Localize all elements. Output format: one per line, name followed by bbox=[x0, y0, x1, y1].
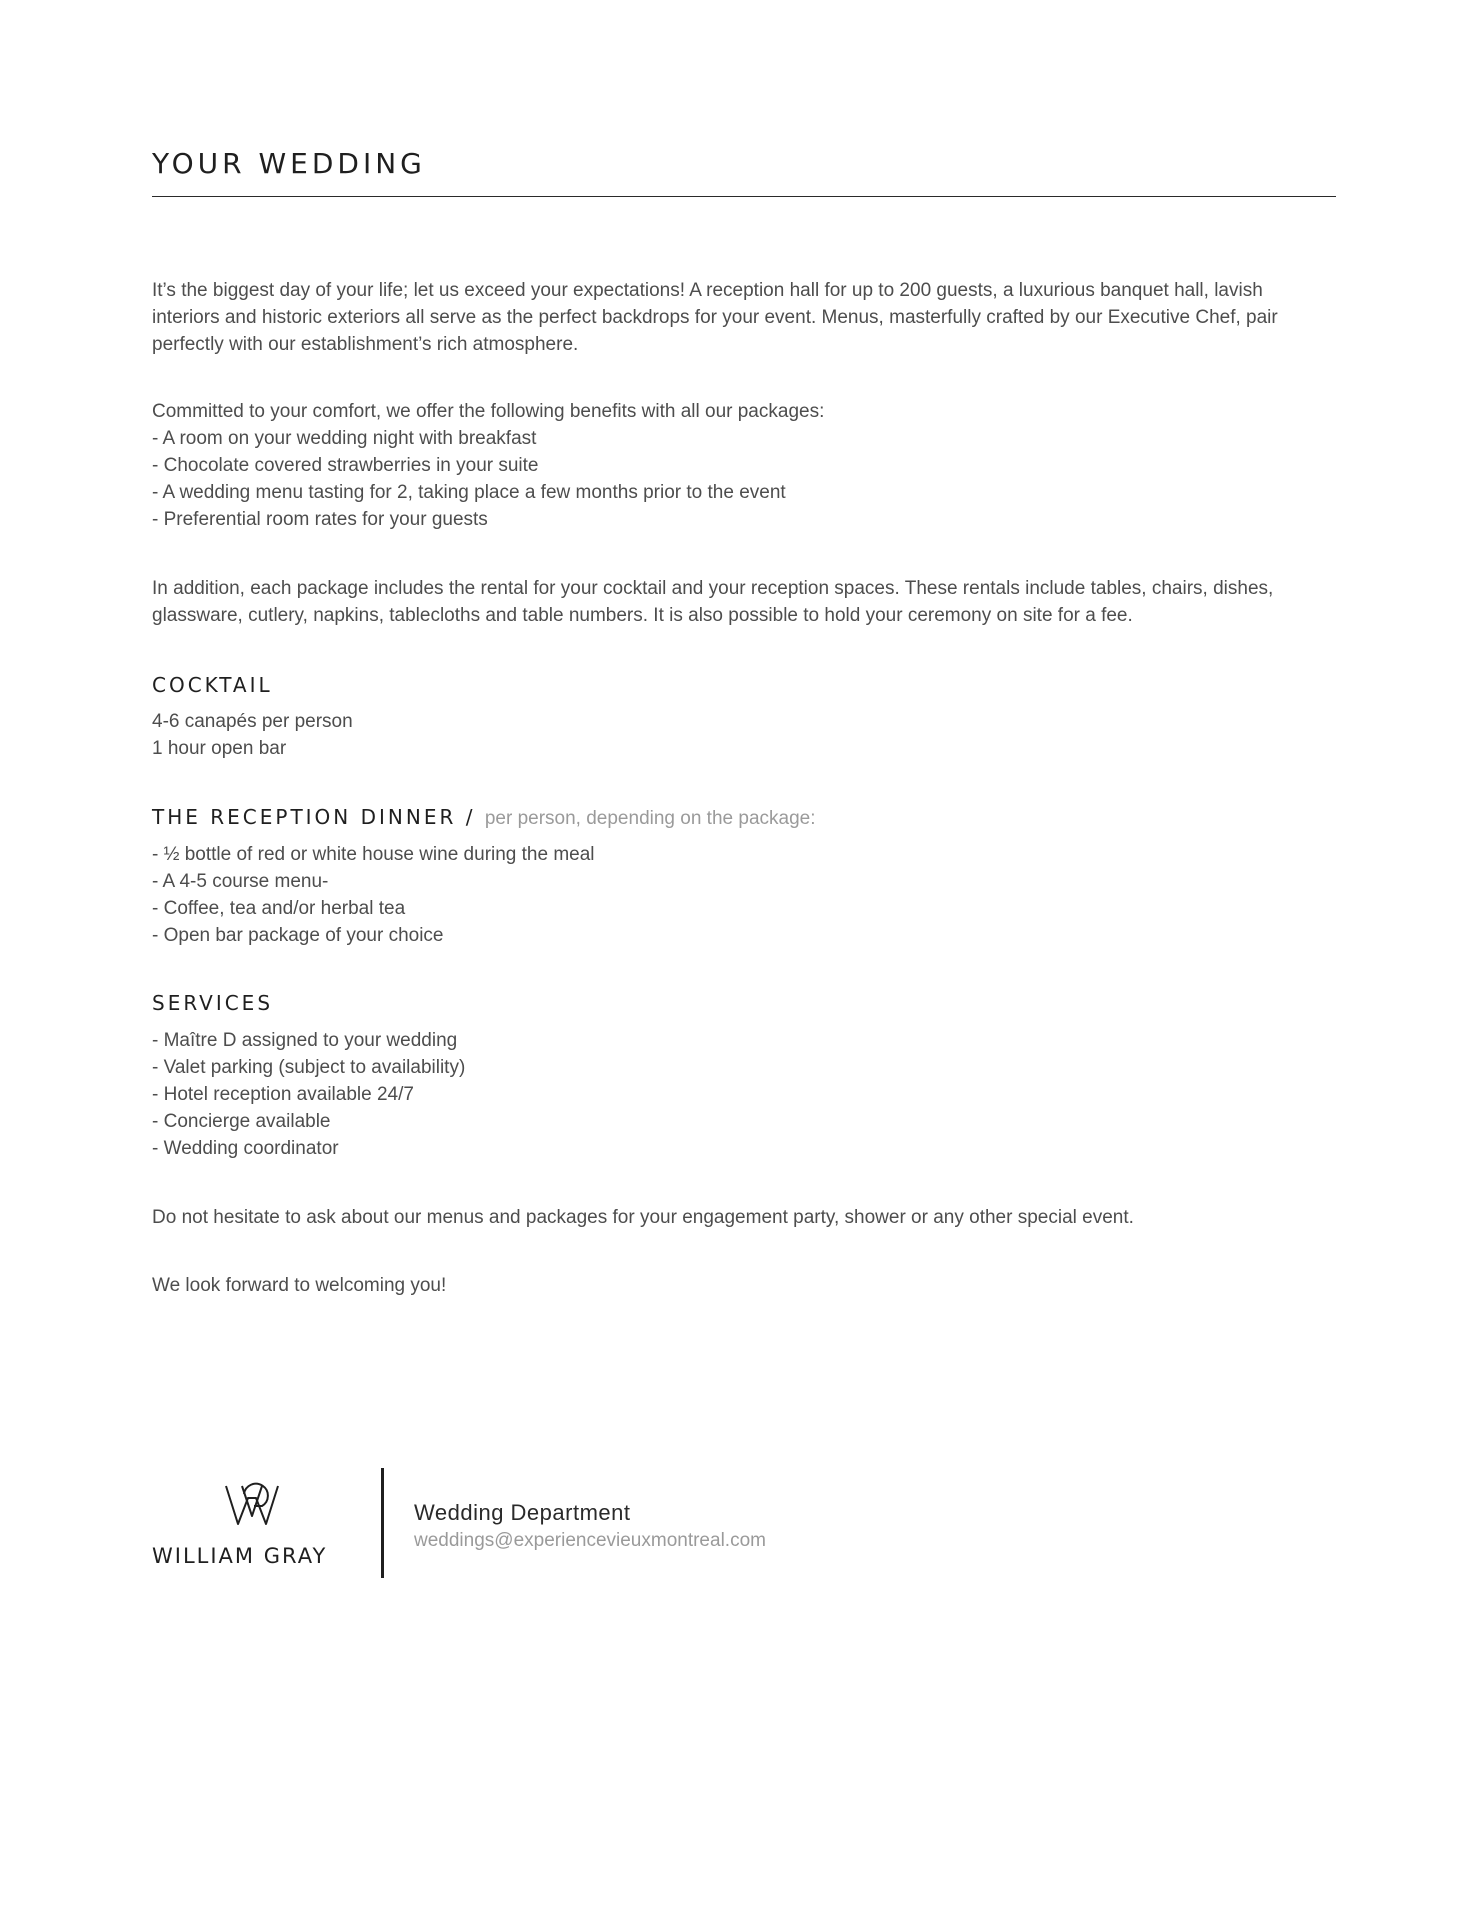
list-item: - Hotel reception available 24/7 bbox=[152, 1084, 414, 1105]
list-item: - Wedding coordinator bbox=[152, 1138, 339, 1159]
list-item: - Coffee, tea and/or herbal tea bbox=[152, 898, 406, 919]
welcome-paragraph: We look forward to welcoming you! bbox=[152, 1275, 447, 1296]
logo-wordmark: WILLIAM GRAY bbox=[152, 1544, 328, 1568]
services-list bbox=[152, 1027, 465, 1162]
william-gray-monogram-icon bbox=[222, 1480, 282, 1530]
reception-heading-title: THE RECEPTION DINNER / bbox=[152, 805, 476, 829]
department-name: Wedding Department bbox=[414, 1500, 631, 1525]
list-item: - A room on your wedding night with breakfast bbox=[152, 428, 537, 449]
william-gray-logo bbox=[152, 1480, 357, 1570]
list-item: - Maître D assigned to your wedding bbox=[152, 1030, 458, 1051]
list-item: - A wedding menu tasting for 2, taking place a few months prior to the event bbox=[152, 482, 786, 503]
list-item: 1 hour open bar bbox=[152, 738, 287, 759]
intro-paragraph: It’s the biggest day of your life; let us exceed your expectations! A reception hall for up to 200 guests, a luxurious banquet hall, lavish interiors and historic exteriors all serve as the perfect backdrops for your event. Menus, masterfully crafted by our Executive Chef, pair perfectly with our establishment’s rich atmosphere. bbox=[152, 280, 1278, 355]
services-heading: SERVICES bbox=[152, 991, 274, 1015]
list-item: - Valet parking (subject to availability) bbox=[152, 1057, 466, 1078]
department-email-link[interactable]: weddings@experiencevieuxmontreal.com bbox=[414, 1530, 766, 1551]
reception-list bbox=[152, 841, 595, 949]
list-item: - Chocolate covered strawberries in your suite bbox=[152, 455, 539, 476]
title-divider bbox=[152, 196, 1336, 197]
list-item: 4-6 canapés per person bbox=[152, 711, 353, 732]
benefits-list bbox=[152, 425, 812, 533]
cocktail-list bbox=[152, 708, 353, 762]
footer-signature bbox=[152, 1468, 952, 1580]
page-title: YOUR WEDDING bbox=[152, 147, 426, 180]
list-item: - A 4-5 course menu- bbox=[152, 871, 329, 892]
reception-heading-subtitle: per person, depending on the package: bbox=[484, 808, 816, 829]
reception-heading bbox=[152, 805, 816, 830]
rental-paragraph: In addition, each package includes the rental for your cocktail and your reception spaces. These rentals include tables, chairs, dishes, glassware, cutlery, napkins, tablecloths and table numbers. It is also possible to hold your ceremony on site for a fee. bbox=[152, 578, 1274, 626]
cocktail-heading: COCKTAIL bbox=[152, 673, 273, 697]
list-item: - Concierge available bbox=[152, 1111, 331, 1132]
footer-divider bbox=[381, 1468, 384, 1578]
list-item: - Preferential room rates for your guests bbox=[152, 509, 488, 530]
closing-paragraph: Do not hesitate to ask about our menus and packages for your engagement party, shower or any other special event. bbox=[152, 1207, 1134, 1228]
benefits-lead: Committed to your comfort, we offer the following benefits with all our packages: bbox=[152, 401, 825, 422]
list-item: - ½ bottle of red or white house wine during the meal bbox=[152, 844, 595, 865]
list-item: - Open bar package of your choice bbox=[152, 925, 444, 946]
